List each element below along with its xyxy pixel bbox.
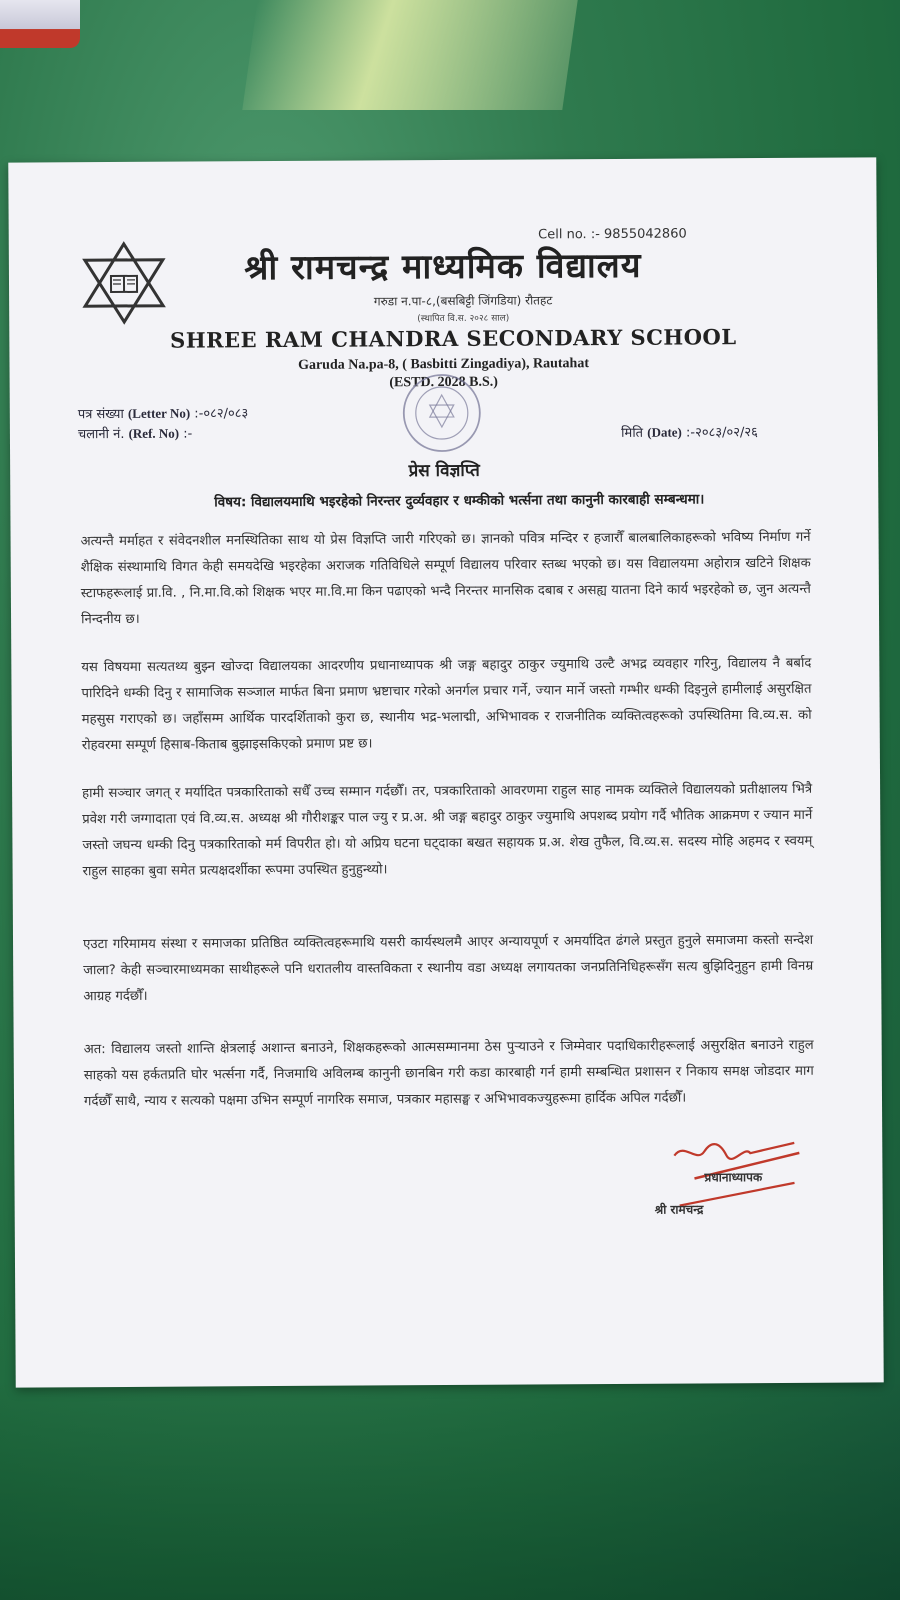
paragraph-5: अत: विद्यालय जस्तो शान्ति क्षेत्रलाई अशान्त बनाउने, शिक्षकहरूको आत्मसम्मानमा ठेस पुऱ्याउने र जिम्मेवार पदाधिकारीहरूलाई असुरक्षित बनाउने राहुल साहको यस हर्कतप्रति घोर भर्त्सना गर्दै, निजमाथि अविलम्ब कानुनी छानबिन गरी कडा कारबाही गर्न हामी सम्बन्धित प्रशासन र निकाय समक्ष जोडदार माग गर्दछौँ साथै, न्याय र सत्यको पक्षमा उभिन सम्पूर्ण नागरिक समाज, पत्रकार महासङ्घ र अभिभावकज्युहरूमा हार्दिक अपिल गर्दछौँ। — [83, 1037, 814, 1110]
subject-line: विषय: विद्यालयमाथि भइरहेको निरन्तर दुर्व्यवहार र धम्कीको भर्त्सना तथा कानुनी कारबाही सम्बन्धमा। — [214, 491, 705, 511]
press-release-letter — [8, 157, 883, 1387]
paragraph-2: यस विषयमा सत्यतथ्य बुझ्न खोज्दा विद्यालयका आदरणीय प्रधानाध्यापक श्री जङ्ग बहादुर ठाकुर ज्युमाथि उल्टै अभद्र व्यवहार गरिनु, विद्यालय नै बर्बाद पारिदिने धम्की दिनु र सामाजिक सञ्जाल मार्फत बिना प्रमाण भ्रष्टाचार गरेको अनर्गल प्रचार गर्ने, ज्यान मार्ने जस्तो गम्भीर धम्की दिइनुले हामीलाई असुरक्षित महसुस गराएको छ। जहाँसम्म आर्थिक पारदर्शिताको कुरा छ, स्थानीय भद्र-भलाद्मी, अभिभावक र राजनीतिक व्यक्तित्वहरूको उपस्थितिमा वि.व्य.स. को रोहवरमा सम्पूर्ण हिसाब-किताब बुझाइसकिएको प्रमाण प्रष्ट छ। — [81, 655, 812, 754]
school-stamp-icon — [382, 365, 503, 456]
cell-number: Cell no. :- 9855042860 — [538, 226, 687, 243]
background-shadow — [0, 1380, 900, 1600]
paragraph-3: हामी सञ्चार जगत् र मर्यादित पत्रकारिताको सधैँ उच्च सम्मान गर्दछौँ। तर, पत्रकारिताको आवरणमा राहुल साह नामक व्यक्तिले विद्यालयको प्रतीक्षालय भित्रै प्रवेश गरी जग्गादाता एवं वि.व्य.स. अध्यक्ष श्री गौरीशङ्कर पाल ज्यु र प्र.अ. श्री जङ्ग बहादुर ठाकुर ज्युमाथि अपशब्द प्रयोग गर्दै भौतिक आक्रमण र ज्यान मार्ने जस्तो जघन्य धम्की दिनु पत्रकारिताको मर्म विपरीत हो। यो अप्रिय घटना घट्दाका बखत सहायक प्र.अ. शेख तुफैल, वि.व्य.स. सदस्य मोहि अहमद र स्वयम् राहुल साहका बुवा समेत प्रत्यक्षदर्शीका रूपमा उपस्थित हुनुहुन्थ्यो। — [82, 781, 813, 880]
school-established-english: (ESTD. 2028 B.S.) — [389, 374, 498, 391]
signatory-name: श्री रामचन्द्र — [654, 1202, 704, 1217]
school-title-nepali: श्री रामचन्द्र माध्यमिक विद्यालय — [244, 245, 642, 289]
reference-number: चलानी नं. (Ref. No) :- — [77, 425, 193, 443]
background-glare — [242, 0, 577, 110]
background-book — [0, 0, 80, 48]
letter-number: पत्र संख्या (Letter No) :-०८२/०८३ — [77, 405, 249, 423]
paragraph-1: अत्यन्तै मर्माहत र संवेदनशील मनस्थितिका साथ यो प्रेस विज्ञप्ति जारी गरिएको छ। ज्ञानको पवित्र मन्दिर र हजारौँ बालबालिकाहरूको भविष्य निर्माण गर्ने शैक्षिक संस्थामाथि विगत केही समयदेखि भइरहेका अराजक गतिविधिले सम्पूर्ण विद्यालय परिवार स्तब्ध भएको छ। यस विद्यालयमा अहोरात्र खटिने शिक्षक स्टाफहरूलाई प्रा.वि. , नि.मा.वि.को शिक्षक भएर मा.वि.मा किन पढाएको भन्दै निरन्तर मानसिक दबाब र असह्य यातना दिने कार्य भइरहेको छ, जुन अत्यन्तै निन्दनीय छ। — [80, 529, 811, 628]
press-release-heading: प्रेस विज्ञप्ति — [408, 460, 480, 482]
school-address-english: Garuda Na.pa-8, ( Basbitti Zingadiya), Rautahat — [297, 356, 590, 373]
school-address-nepali: गरुडा न.पा-८,(बसबिट्टी जिंगडिया) रौतहट — [373, 293, 553, 309]
school-title-english: SHREE RAM CHANDRA SECONDARY SCHOOL — [170, 324, 737, 353]
signatory-title: प्रधानाध्यापक — [704, 1170, 763, 1185]
school-established-nepali: (स्थापित वि.स. २०२८ साल) — [417, 313, 510, 325]
paragraph-4: एउटा गरिमामय संस्था र समाजका प्रतिष्ठित व्यक्तित्वहरूमाथि यसरी कार्यस्थलमै आएर अन्यायपूर्ण र अमर्यादित ढंगले प्रस्तुत हुनुले समाजमा कस्तो सन्देश जाला? केही सञ्चारमाध्यमका साथीहरूले पनि धरातलीय वास्तविकता र स्थानीय वडा अध्यक्ष लगायतका जनप्रतिनिधिहरूसँग सत्य बुझिदिनुहुन हामी विनम्र आग्रह गर्दछौँ। — [82, 932, 814, 1005]
letter-date: मिति (Date) :-२०८३/०२/२६ — [621, 424, 758, 441]
